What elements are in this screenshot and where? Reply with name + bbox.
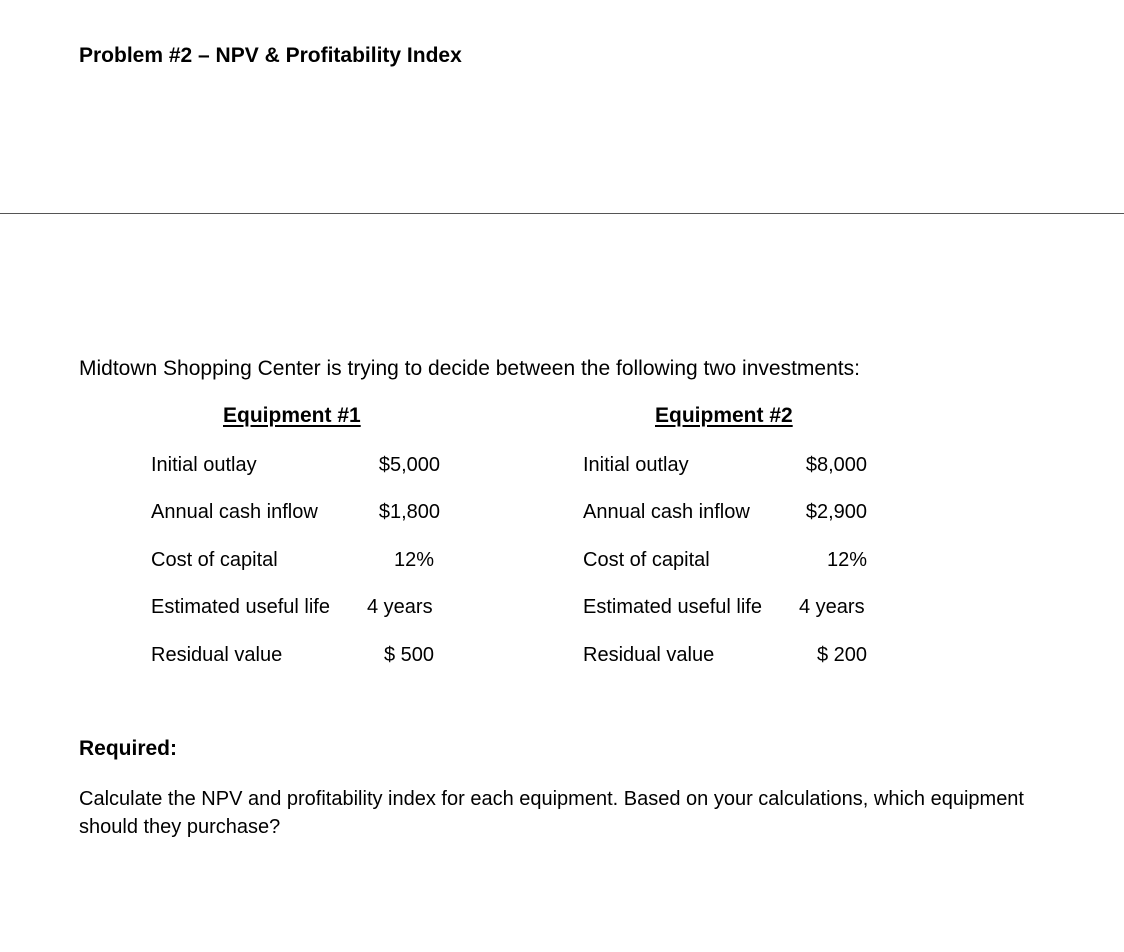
eq1-useful-life-value: 4 years <box>367 596 433 618</box>
required-heading: Required: <box>79 737 178 760</box>
eq1-annual-cash-inflow-value: $1,800 <box>378 501 440 523</box>
eq1-cost-of-capital-label: Cost of capital <box>151 549 278 571</box>
page-title: Problem #2 – NPV & Profitability Index <box>79 44 462 67</box>
eq2-cost-of-capital-value: 12% <box>826 549 867 571</box>
eq1-initial-outlay-value: $5,000 <box>378 454 440 476</box>
eq2-residual-value-label: Residual value <box>583 644 715 666</box>
eq2-useful-life-value: 4 years <box>799 596 865 618</box>
intro-text: Midtown Shopping Center is trying to decide between the following two investments: <box>79 357 860 380</box>
eq2-initial-outlay-value: $8,000 <box>805 454 867 476</box>
horizontal-divider <box>0 213 1124 214</box>
eq1-cost-of-capital-value: 12% <box>393 549 434 571</box>
eq1-annual-cash-inflow-label: Annual cash inflow <box>151 501 318 523</box>
equipment-1-heading: Equipment #1 <box>223 404 361 427</box>
equipment-2-heading: Equipment #2 <box>655 404 793 427</box>
eq1-useful-life-label: Estimated useful life <box>151 596 330 618</box>
eq2-annual-cash-inflow-label: Annual cash inflow <box>583 501 750 523</box>
question-text: Calculate the NPV and profitability index for each equipment. Based on your calculations, which equipment should they purchase? <box>79 788 1024 838</box>
eq2-cost-of-capital-label: Cost of capital <box>583 549 710 571</box>
eq1-residual-value-label: Residual value <box>151 644 283 666</box>
eq1-residual-value-value: $ 500 <box>383 644 434 666</box>
eq2-residual-value-value: $ 200 <box>816 644 867 666</box>
eq2-annual-cash-inflow-value: $2,900 <box>805 501 867 523</box>
eq2-initial-outlay-label: Initial outlay <box>583 454 689 476</box>
eq2-useful-life-label: Estimated useful life <box>583 596 762 618</box>
eq1-initial-outlay-label: Initial outlay <box>151 454 257 476</box>
